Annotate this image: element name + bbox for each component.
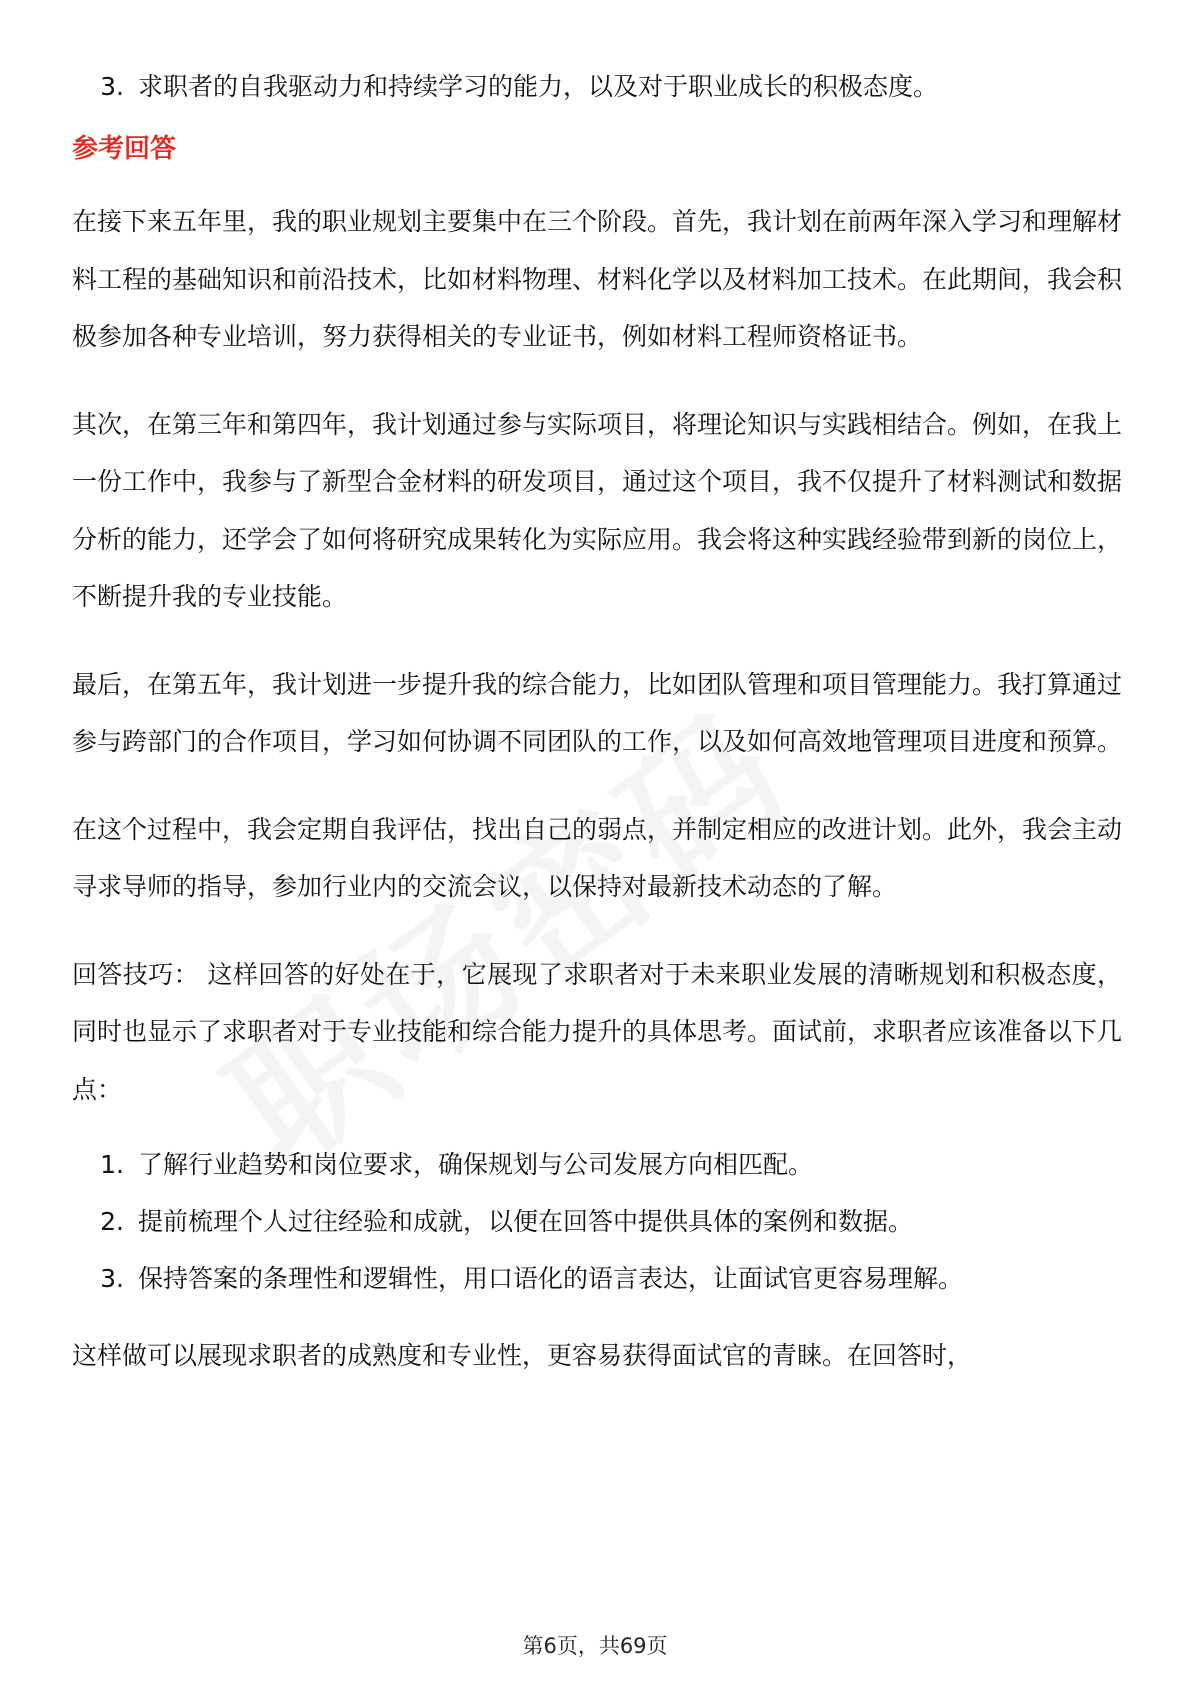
paragraph: 在接下来五年里，我的职业规划主要集中在三个阶段。首先，我计划在前两年深入学习和理解材料工程的基础知识和前沿技术，比如材料物理、材料化学以及材料加工技术。在此期间，我会积极参加各种专业培训，努力获得相关的专业证书，例如材料工程师资格证书。 [72,207,1123,351]
list-number: 3. [100,1264,124,1293]
list-text: 求职者的自我驱动力和持续学习的能力，以及对于职业成长的积极态度。 [138,72,939,101]
section-heading: 参考回答 [72,134,177,164]
list-item [72,58,1122,115]
closing-paragraph: 这样做可以展现求职者的成熟度和专业性，更容易获得面试官的青睐。在回答时， [72,1341,973,1370]
list-number: 1. [100,1150,124,1179]
list-text: 保持答案的条理性和逻辑性，用口语化的语言表达，让面试官更容易理解。 [138,1264,964,1293]
list-item [72,1136,1122,1193]
list-text: 提前梳理个人过往经验和成就，以便在回答中提供具体的案例和数据。 [138,1207,914,1236]
list-item [72,1250,1122,1307]
list-number: 3. [100,72,124,101]
list-item [72,1193,1122,1250]
page-number: 第6页，共69页 [522,1634,668,1658]
requirement-list [72,58,1122,115]
paragraph: 其次，在第三年和第四年，我计划通过参与实际项目，将理论知识与实践相结合。例如，在我上一份工作中，我参与了新型合金材料的研发项目，通过这个项目，我不仅提升了材料测试和数据分析的能力，还学会了如何将研究成果转化为实际应用。我会将这种实践经验带到新的岗位上，不断提升我的专业技能。 [72,409,1123,611]
paragraph: 在这个过程中，我会定期自我评估，找出自己的弱点，并制定相应的改进计划。此外，我会主动寻求导师的指导，参加行业内的交流会议，以保持对最新技术动态的了解。 [72,814,1123,901]
page-content [72,58,1122,1415]
list-number: 2. [100,1207,124,1236]
tips-list [72,1136,1122,1307]
list-text: 了解行业趋势和岗位要求，确保规划与公司发展方向相匹配。 [138,1150,814,1179]
paragraph: 最后，在第五年，我计划进一步提升我的综合能力，比如团队管理和项目管理能力。我打算通过参与跨部门的合作项目，学习如何协调不同团队的工作，以及如何高效地管理项目进度和预算。 [72,669,1123,756]
tips-paragraph: 回答技巧： 这样回答的好处在于，它展现了求职者对于未来职业发展的清晰规划和积极态度，同时也显示了求职者对于专业技能和综合能力提升的具体思考。面试前，求职者应该准备以下几点： [72,959,1123,1104]
